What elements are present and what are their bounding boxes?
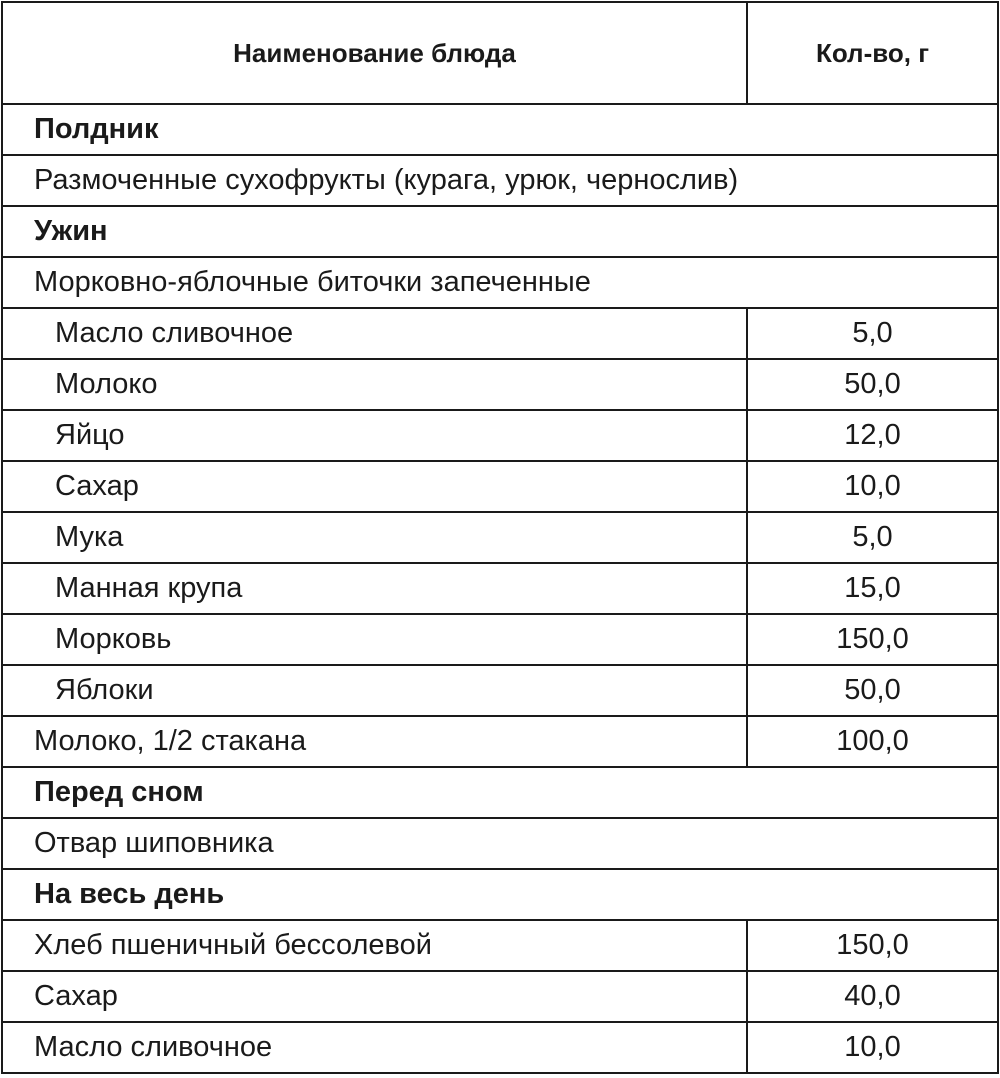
item-row xyxy=(2,920,998,971)
ingredient-row xyxy=(2,359,998,410)
dish-name: Морковно-яблочные биточки запеченные xyxy=(2,257,998,308)
ingredient-name: Яблоки xyxy=(2,665,747,716)
item-quantity: 150,0 xyxy=(747,920,998,971)
ingredient-name: Морковь xyxy=(2,614,747,665)
ingredient-name: Молоко xyxy=(2,359,747,410)
section-title: Полдник xyxy=(2,104,998,155)
ingredient-quantity: 12,0 xyxy=(747,410,998,461)
dish-row xyxy=(2,818,998,869)
ingredient-row xyxy=(2,308,998,359)
ingredient-name: Яйцо xyxy=(2,410,747,461)
ingredient-name: Мука xyxy=(2,512,747,563)
ingredient-quantity: 5,0 xyxy=(747,308,998,359)
ingredient-quantity: 5,0 xyxy=(747,512,998,563)
dish-row xyxy=(2,155,998,206)
ingredient-row xyxy=(2,461,998,512)
item-row xyxy=(2,716,998,767)
section-row xyxy=(2,869,998,920)
item-quantity: 10,0 xyxy=(747,1022,998,1073)
ingredient-quantity: 15,0 xyxy=(747,563,998,614)
item-name: Масло сливочное xyxy=(2,1022,747,1073)
item-name: Молоко, 1/2 стакана xyxy=(2,716,747,767)
item-name: Сахар xyxy=(2,971,747,1022)
ingredient-row xyxy=(2,563,998,614)
ingredient-quantity: 150,0 xyxy=(747,614,998,665)
ingredient-name: Сахар xyxy=(2,461,747,512)
ingredient-name: Масло сливочное xyxy=(2,308,747,359)
dish-name: Отвар шиповника xyxy=(2,818,998,869)
ingredient-name: Манная крупа xyxy=(2,563,747,614)
ingredient-row xyxy=(2,614,998,665)
ingredient-quantity: 50,0 xyxy=(747,359,998,410)
dish-name: Размоченные сухофрукты (курага, урюк, чернослив) xyxy=(2,155,998,206)
item-row xyxy=(2,1022,998,1073)
item-row xyxy=(2,971,998,1022)
section-row xyxy=(2,767,998,818)
column-header-quantity: Кол-во, г xyxy=(747,2,998,104)
ingredient-row xyxy=(2,665,998,716)
item-quantity: 40,0 xyxy=(747,971,998,1022)
section-title: Перед сном xyxy=(2,767,998,818)
item-quantity: 100,0 xyxy=(747,716,998,767)
table-header-row xyxy=(2,2,998,104)
menu-table xyxy=(1,1,999,1074)
table-body xyxy=(2,104,998,1073)
section-row xyxy=(2,104,998,155)
section-row xyxy=(2,206,998,257)
dish-row xyxy=(2,257,998,308)
column-header-dish-name: Наименование блюда xyxy=(2,2,747,104)
ingredient-quantity: 50,0 xyxy=(747,665,998,716)
section-title: На весь день xyxy=(2,869,998,920)
item-name: Хлеб пшеничный бессолевой xyxy=(2,920,747,971)
ingredient-row xyxy=(2,512,998,563)
ingredient-row xyxy=(2,410,998,461)
section-title: Ужин xyxy=(2,206,998,257)
ingredient-quantity: 10,0 xyxy=(747,461,998,512)
